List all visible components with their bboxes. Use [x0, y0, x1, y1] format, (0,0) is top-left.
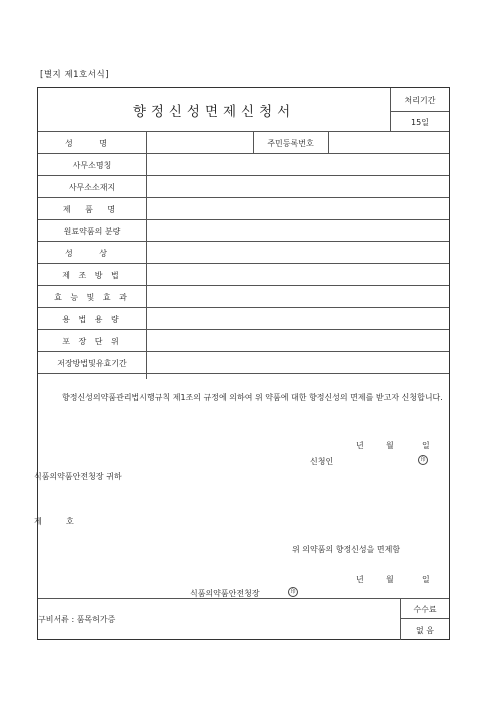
processing-divider	[390, 111, 449, 112]
office-name-label: 사무소명칭	[72, 161, 112, 170]
ingredient-amount-label: 원료약품의 분량	[63, 227, 121, 236]
dosage-label: 용 법 용 량	[62, 315, 122, 324]
row-line-8	[38, 307, 449, 308]
title-bottom-line	[38, 131, 449, 132]
declaration-year: 년	[356, 441, 364, 450]
seal-icon: 印	[418, 455, 428, 465]
row-line-10	[38, 351, 449, 352]
office-address-label: 사무소소재지	[68, 183, 116, 192]
name-label: 성 명	[65, 139, 119, 148]
applicant-label: 신청인	[310, 457, 334, 466]
approval-day: 일	[422, 575, 430, 584]
declaration-text: 향정신성의약품관리법시행규칙 제1조의 규정에 의하여 위 약품에 대한 향정신성의 면제를 받고자 신청합니다.	[62, 393, 443, 402]
row-line-4	[38, 219, 449, 220]
fee-divider	[400, 618, 449, 619]
row-line-6	[38, 263, 449, 264]
package-unit-label: 포 장 단 위	[62, 337, 122, 346]
label-column-divider	[146, 131, 147, 379]
product-name-label: 제 품 명	[62, 205, 122, 214]
row-line-11	[38, 373, 449, 374]
issuer: 식품의약품안전청장	[190, 589, 260, 598]
addressee: 식품의약품안전청장 귀하	[34, 472, 122, 481]
resident-no-label: 주민등록번호	[267, 139, 314, 148]
declaration-month: 월	[386, 441, 394, 450]
required-documents: 구비서류 : 품목허가증	[38, 615, 116, 624]
row-line-5	[38, 241, 449, 242]
number-label-suffix: 호	[66, 517, 74, 526]
applicant-seal-wrap	[418, 455, 428, 465]
approval-statement: 위 의약품의 향정신성을 면제함	[292, 545, 401, 554]
form-title: 향정신성면제신청서	[132, 104, 296, 120]
row-line-1	[38, 153, 449, 154]
fee-label: 수수료	[413, 605, 437, 614]
row-line-3	[38, 197, 449, 198]
application-form	[34, 87, 450, 640]
footer-top-line	[38, 598, 449, 599]
row-line-9	[38, 329, 449, 330]
properties-label: 성 상	[65, 249, 119, 258]
name-divider-2	[328, 131, 329, 153]
approval-month: 월	[386, 575, 394, 584]
form-id: [별지 제1호서식]	[40, 70, 110, 80]
number-label-prefix: 제	[34, 517, 42, 526]
manufacturing-method-label: 제 조 방 법	[62, 271, 122, 280]
processing-period-label: 처리기간	[404, 96, 436, 105]
efficacy-label: 효 능 및 효 과	[54, 293, 130, 302]
row-line-7	[38, 285, 449, 286]
row-line-2	[38, 175, 449, 176]
declaration-day: 일	[422, 441, 430, 450]
approval-year: 년	[356, 575, 364, 584]
storage-label: 저장방법및유효기간	[57, 359, 127, 368]
issuer-seal-wrap	[288, 587, 298, 597]
seal-icon: 印	[288, 587, 298, 597]
fee-value: 없 음	[416, 626, 434, 635]
processing-period-value: 15일	[411, 118, 429, 127]
